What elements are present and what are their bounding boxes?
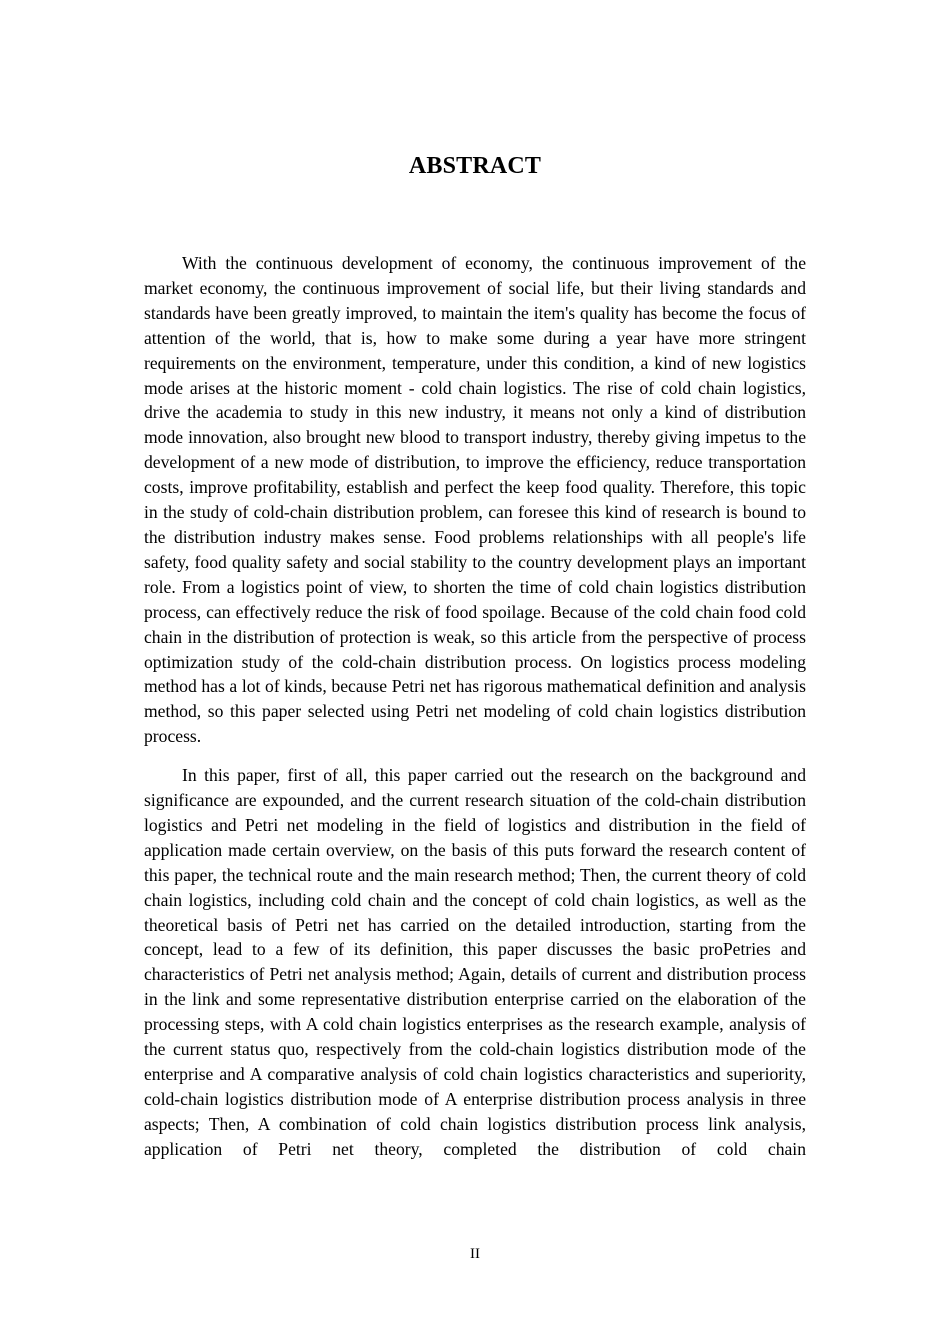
abstract-paragraph-1: With the continuous development of economy, the continuous improvement of the market economy, the continuous improvement of social life, but their living standards and standards have been greatly improved, to maintain the item's quality has become the focus of attention of the world, that is, how to make some during a year have more stringent requirements on the environment, temperature, under this condition, a kind of new logistics mode arises at the historic moment - cold chain logistics. The rise of cold chain logistics, drive the academia to study in this new industry, it means not only a kind of distribution mode innovation, also brought new blood to transport industry, thereby giving impetus to the development of a new mode of distribution, to improve the efficiency, reduce transportation costs, improve profitability, establish and perfect the keep food quality. Therefore, this topic in the study of cold-chain distribution problem, can foresee this kind of research is bound to the distribution industry makes sense. Food problems relationships with all people's life safety, food quality safety and social stability to the country development plays an important role. From a logistics point of view, to shorten the time of cold chain logistics distribution process, can effectively reduce the risk of food spoilage. Because of the cold chain food cold chain in the distribution of protection is weak, so this article from the perspective of process optimization study of the cold-chain distribution process. On logistics process modeling method has a lot of kinds, because Petri net has rigorous mathematical definition and analysis method, so this paper selected using Petri net modeling of cold chain logistics distribution process. <box>144 253 806 747</box>
abstract-body <box>144 251 806 1176</box>
abstract-title: ABSTRACT <box>408 153 542 179</box>
page-number: II <box>470 1246 480 1262</box>
abstract-paragraph-2: In this paper, first of all, this paper carried out the research on the background and significance are expounded, and the current research situation of the cold-chain distribution logistics and Petri net modeling in the field of logistics and distribution in the field of application made certain overview, on the basis of this puts forward the research content of this paper, the technical route and the main research method; Then, the current theory of cold chain logistics, including cold chain and the concept of cold chain logistics, as well as the theoretical basis of Petri net has carried on the detailed introduction, starting from the concept, lead to a few of its definition, this paper discusses the basic proPetries and characteristics of Petri net analysis method; Again, details of current and distribution process in the link and some representative distribution enterprise carried on the elaboration of the processing steps, with A cold chain logistics enterprises as the research example, analysis of the current status quo, respectively from the cold-chain logistics distribution mode of the enterprise and A comparative analysis of cold chain logistics characteristics and superiority, cold-chain logistics distribution mode of A enterprise distribution process analysis in three aspects; Then, A combination of cold chain logistics distribution process link analysis, application of Petri net theory, completed the distribution of cold chain <box>144 765 806 1159</box>
